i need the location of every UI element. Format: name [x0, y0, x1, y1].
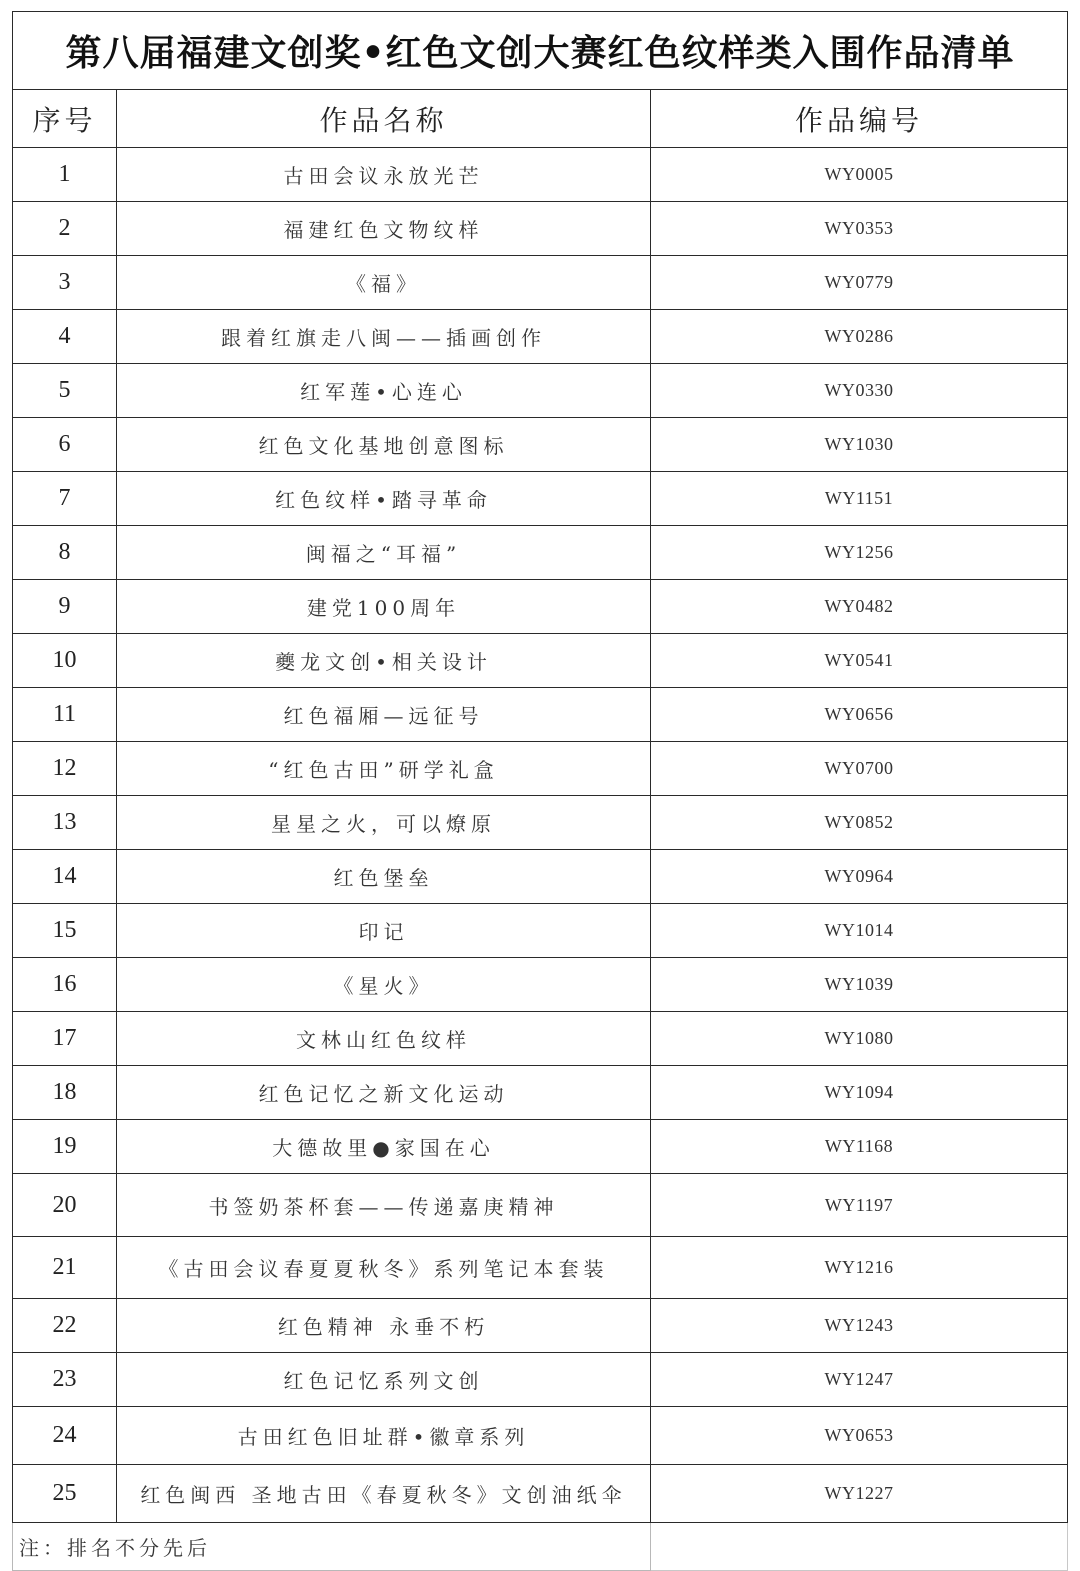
- row-name: 红色记忆之新文化运动: [117, 1066, 651, 1120]
- header-row: [13, 90, 1068, 148]
- row-code: WY0779: [651, 256, 1068, 310]
- table-row: [13, 526, 1068, 580]
- row-code: WY1243: [651, 1299, 1068, 1353]
- row-index: 15: [13, 904, 117, 958]
- row-code: WY1080: [651, 1012, 1068, 1066]
- table-row: [13, 904, 1068, 958]
- header-code: 作品编号: [651, 90, 1068, 148]
- row-index: 25: [13, 1465, 117, 1523]
- table-row: [13, 364, 1068, 418]
- row-code: WY1227: [651, 1465, 1068, 1523]
- table-row: [13, 580, 1068, 634]
- row-code: WY0353: [651, 202, 1068, 256]
- table-row: [13, 256, 1068, 310]
- row-name: 闽福之“耳福”: [117, 526, 651, 580]
- row-name: 书签奶茶杯套——传递嘉庚精神: [117, 1174, 651, 1237]
- table-row: [13, 1353, 1068, 1407]
- table-row: [13, 1012, 1068, 1066]
- title-row: [13, 12, 1068, 90]
- row-code: WY1039: [651, 958, 1068, 1012]
- row-name: 红军莲•心连心: [117, 364, 651, 418]
- row-code: WY0541: [651, 634, 1068, 688]
- row-index: 12: [13, 742, 117, 796]
- footnote: 注：排名不分先后: [13, 1523, 651, 1571]
- row-index: 22: [13, 1299, 117, 1353]
- row-code: WY0482: [651, 580, 1068, 634]
- row-code: WY1247: [651, 1353, 1068, 1407]
- table-row: [13, 1237, 1068, 1299]
- row-name: 夔龙文创•相关设计: [117, 634, 651, 688]
- row-code: WY1030: [651, 418, 1068, 472]
- row-code: WY0330: [651, 364, 1068, 418]
- row-index: 17: [13, 1012, 117, 1066]
- row-index: 18: [13, 1066, 117, 1120]
- row-index: 21: [13, 1237, 117, 1299]
- row-index: 13: [13, 796, 117, 850]
- row-index: 20: [13, 1174, 117, 1237]
- row-code: WY1216: [651, 1237, 1068, 1299]
- row-index: 4: [13, 310, 117, 364]
- row-code: WY0700: [651, 742, 1068, 796]
- row-name: 印记: [117, 904, 651, 958]
- footnote-empty-cell: [651, 1523, 1068, 1571]
- table-row: [13, 472, 1068, 526]
- row-name: 大德故里●家国在心: [117, 1120, 651, 1174]
- row-code: WY1151: [651, 472, 1068, 526]
- row-code: WY1168: [651, 1120, 1068, 1174]
- row-name: 《古田会议春夏夏秋冬》系列笔记本套装: [117, 1237, 651, 1299]
- row-name: 红色闽西 圣地古田《春夏秋冬》文创油纸伞: [117, 1465, 651, 1523]
- shortlist-table: [12, 11, 1068, 1571]
- row-index: 5: [13, 364, 117, 418]
- row-index: 9: [13, 580, 117, 634]
- row-name: “红色古田”研学礼盒: [117, 742, 651, 796]
- row-name: 红色福厢—远征号: [117, 688, 651, 742]
- row-name: 红色文化基地创意图标: [117, 418, 651, 472]
- row-index: 19: [13, 1120, 117, 1174]
- table-row: [13, 1465, 1068, 1523]
- table-row: [13, 1174, 1068, 1237]
- row-name: 建党100周年: [117, 580, 651, 634]
- table-row: [13, 742, 1068, 796]
- note-row: [13, 1523, 1068, 1571]
- table-row: [13, 688, 1068, 742]
- row-index: 3: [13, 256, 117, 310]
- row-name: 红色记忆系列文创: [117, 1353, 651, 1407]
- table-row: [13, 310, 1068, 364]
- row-name: 文林山红色纹样: [117, 1012, 651, 1066]
- row-code: WY0653: [651, 1407, 1068, 1465]
- table-row: [13, 796, 1068, 850]
- row-code: WY1094: [651, 1066, 1068, 1120]
- row-name: 星星之火，可以燎原: [117, 796, 651, 850]
- row-index: 2: [13, 202, 117, 256]
- row-code: WY1256: [651, 526, 1068, 580]
- row-name: 《星火》: [117, 958, 651, 1012]
- row-name: 红色纹样•踏寻革命: [117, 472, 651, 526]
- row-code: WY0964: [651, 850, 1068, 904]
- row-code: WY1014: [651, 904, 1068, 958]
- row-index: 6: [13, 418, 117, 472]
- row-index: 16: [13, 958, 117, 1012]
- table-row: [13, 418, 1068, 472]
- row-name: 跟着红旗走八闽——插画创作: [117, 310, 651, 364]
- page-title: 第八届福建文创奖•红色文创大赛红色纹样类入围作品清单: [13, 12, 1068, 90]
- row-index: 7: [13, 472, 117, 526]
- row-code: WY0286: [651, 310, 1068, 364]
- row-code: WY0656: [651, 688, 1068, 742]
- row-name: 古田会议永放光芒: [117, 148, 651, 202]
- table-row: [13, 1066, 1068, 1120]
- row-name: 红色精神 永垂不朽: [117, 1299, 651, 1353]
- table-row: [13, 634, 1068, 688]
- table-row: [13, 148, 1068, 202]
- row-name: 红色堡垒: [117, 850, 651, 904]
- table-row: [13, 850, 1068, 904]
- row-index: 11: [13, 688, 117, 742]
- row-index: 1: [13, 148, 117, 202]
- header-name: 作品名称: [117, 90, 651, 148]
- row-name: 古田红色旧址群•徽章系列: [117, 1407, 651, 1465]
- row-name: 《福》: [117, 256, 651, 310]
- table-row: [13, 958, 1068, 1012]
- row-code: WY0852: [651, 796, 1068, 850]
- row-name: 福建红色文物纹样: [117, 202, 651, 256]
- row-index: 14: [13, 850, 117, 904]
- row-index: 10: [13, 634, 117, 688]
- table-row: [13, 1407, 1068, 1465]
- header-index: 序号: [13, 90, 117, 148]
- row-index: 24: [13, 1407, 117, 1465]
- table-row: [13, 202, 1068, 256]
- row-index: 23: [13, 1353, 117, 1407]
- row-code: WY1197: [651, 1174, 1068, 1237]
- table-row: [13, 1299, 1068, 1353]
- row-code: WY0005: [651, 148, 1068, 202]
- row-index: 8: [13, 526, 117, 580]
- table-row: [13, 1120, 1068, 1174]
